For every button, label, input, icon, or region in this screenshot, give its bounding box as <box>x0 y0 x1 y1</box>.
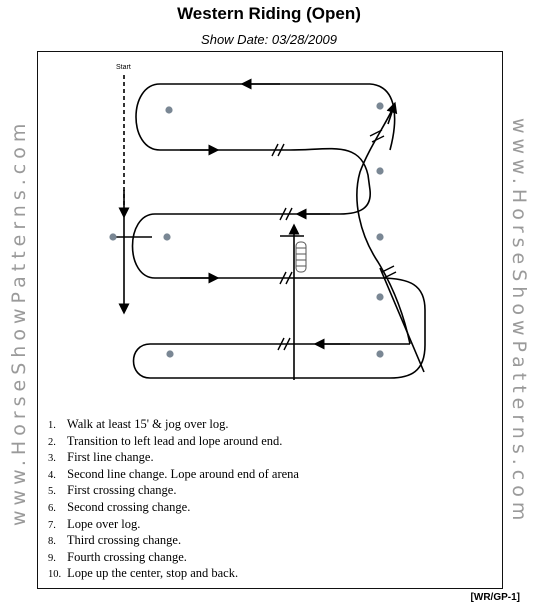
marker-cone <box>376 102 383 109</box>
list-item: 2. Transition to left lead and lope around end. <box>48 433 283 448</box>
page-title: Western Riding (Open) <box>177 4 361 23</box>
marker-cone <box>165 106 172 113</box>
bottom-loop <box>134 344 411 378</box>
list-item: 8. Third crossing change. <box>48 533 182 548</box>
show-date: Show Date: 03/28/2009 <box>201 32 337 47</box>
list-item: 4. Second line change. Lope around end of arena <box>48 466 299 481</box>
marker-cone <box>163 233 170 240</box>
list-item: 9. Fourth crossing change. <box>48 549 187 564</box>
marker-cone <box>376 350 383 357</box>
list-item: 5. First crossing change. <box>48 483 177 498</box>
lower-diagonal <box>380 268 424 372</box>
top-loop <box>136 84 395 214</box>
marker-cone <box>109 233 116 240</box>
log-icon <box>296 242 306 272</box>
watermark-left: www.HorseShowPatterns.com <box>8 118 30 526</box>
list-item: 6. Second crossing change. <box>48 499 191 514</box>
marker-cone <box>166 350 173 357</box>
list-item: 10. Lope up the center, stop and back. <box>48 566 239 581</box>
marker-cone <box>376 293 383 300</box>
pattern-code: [WR/GP-1] <box>470 592 520 603</box>
marker-cone <box>376 167 383 174</box>
start-label: Start <box>116 64 131 71</box>
list-item: 1. Walk at least 15' & jog over log. <box>48 417 229 431</box>
list-item: 3. First line change. <box>48 450 154 465</box>
list-item: 7. Lope over log. <box>48 516 141 531</box>
watermark-right: www.HorseShowPatterns.com <box>508 118 530 526</box>
crossing-diagonal <box>357 110 410 344</box>
pattern-steps <box>48 417 299 583</box>
marker-cone <box>376 233 383 240</box>
